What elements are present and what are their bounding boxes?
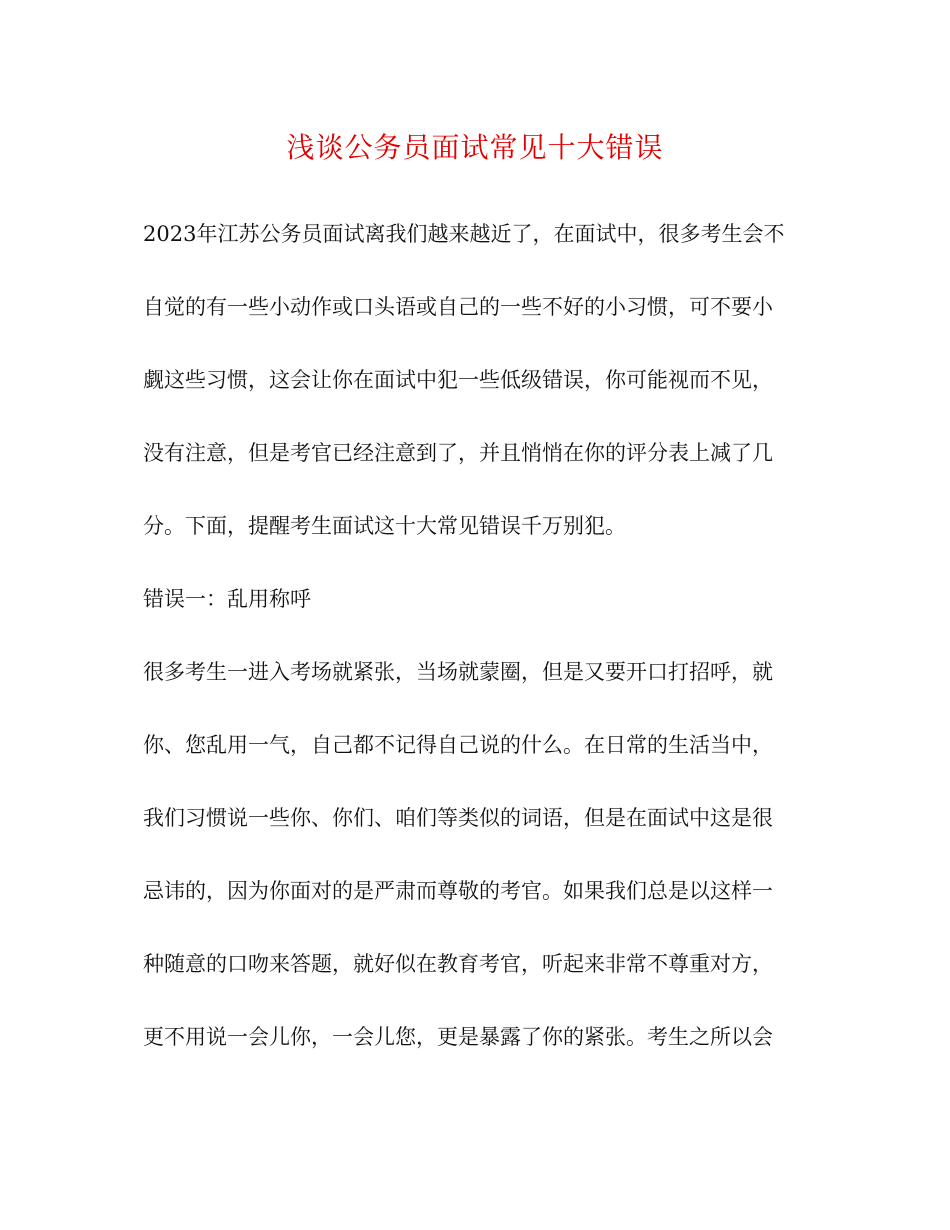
- body-text-line: 我们习惯说一些你、你们、咱们等类似的词语，但是在面试中这是很: [143, 806, 773, 830]
- document-title: 浅谈公务员面试常见十大错误: [286, 131, 664, 164]
- body-text-line: 2023年江苏公务员面试离我们越来越近了，在面试中，很多考生会不: [143, 222, 785, 246]
- body-text-line: 没有注意，但是考官已经注意到了，并且悄悄在你的评分表上减了几: [143, 441, 773, 465]
- body-text-line: 忌讳的，因为你面对的是严肃而尊敬的考官。如果我们总是以这样一: [143, 879, 773, 903]
- body-text-line: 分。下面，提醒考生面试这十大常见错误千万别犯。: [143, 514, 626, 538]
- body-text-line: 你、您乱用一气，自己都不记得自己说的什么。在日常的生活当中，: [143, 733, 773, 757]
- body-text-line: 种随意的口吻来答题，就好似在教育考官，听起来非常不尊重对方，: [143, 952, 773, 976]
- body-text-line: 觑这些习惯，这会让你在面试中犯一些低级错误，你可能视而不见，: [143, 368, 773, 392]
- section-heading: 错误一：乱用称呼: [143, 587, 311, 611]
- body-text-line: 更不用说一会儿你，一会儿您，更是暴露了你的紧张。考生之所以会: [143, 1025, 773, 1049]
- body-text-line: 自觉的有一些小动作或口头语或自己的一些不好的小习惯，可不要小: [143, 295, 773, 319]
- body-text-line: 很多考生一进入考场就紧张，当场就蒙圈，但是又要开口打招呼，就: [143, 660, 773, 684]
